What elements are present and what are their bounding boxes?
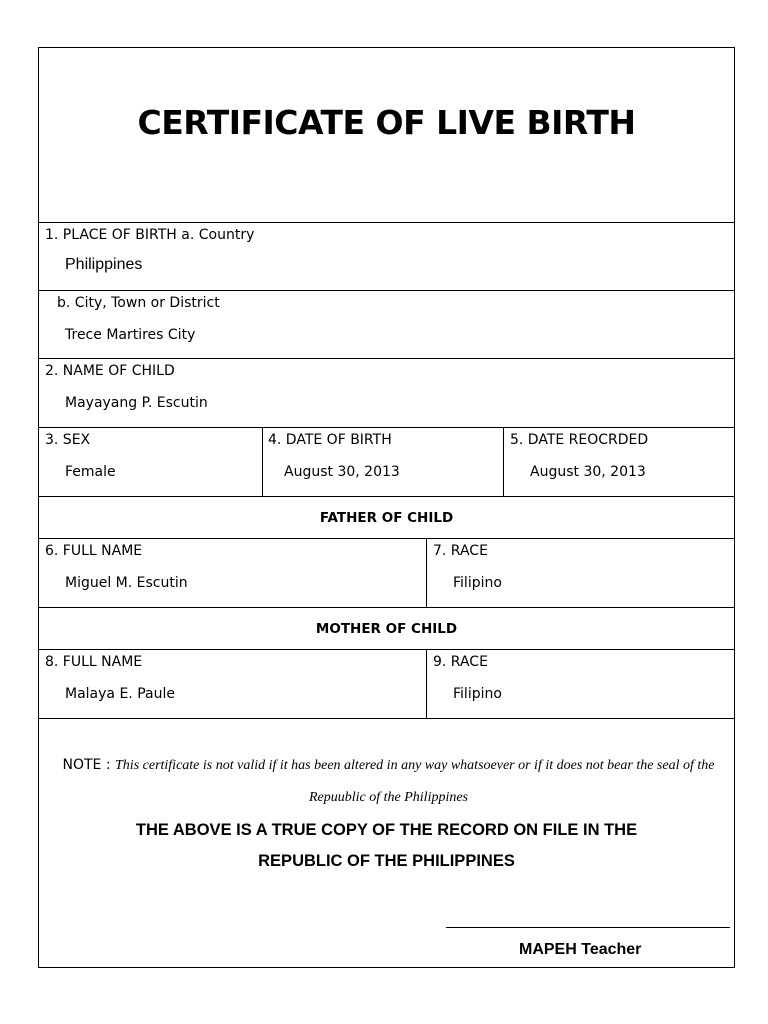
child-name-value: Mayayang P. Escutin [65, 395, 208, 411]
cell-father-race [426, 539, 734, 607]
title-area [39, 48, 734, 223]
city-value: Trece Martires City [65, 327, 196, 343]
signature-label: MAPEH Teacher [519, 941, 642, 958]
father-section-header [39, 497, 734, 539]
cell-city [39, 291, 734, 358]
validity-note [59, 749, 718, 813]
mother-section-label: MOTHER OF CHILD [315, 620, 458, 637]
mother-section-header [39, 608, 734, 650]
father-name-value: Miguel M. Escutin [65, 575, 188, 591]
mother-name-label: 8. FULL NAME [45, 654, 143, 670]
cell-country [39, 223, 734, 290]
cell-sex [39, 428, 262, 496]
true-copy-line-1: THE ABOVE IS A TRUE COPY OF THE RECORD ON FILE IN THE [135, 821, 638, 839]
country-label: 1. PLACE OF BIRTH a. Country [45, 227, 255, 243]
mother-race-label: 9. RACE [433, 654, 488, 670]
dob-label: 4. DATE OF BIRTH [268, 432, 392, 448]
country-value: Philippines [65, 256, 143, 273]
mother-race-value: Filipino [453, 686, 502, 702]
signature-line [446, 927, 730, 928]
recorded-label: 5. DATE REOCRDED [510, 432, 649, 448]
cell-child-name [39, 359, 734, 427]
sex-value: Female [65, 464, 116, 480]
note-label: NOTE : [62, 757, 111, 773]
cell-mother-name [39, 650, 426, 718]
certificate-form [38, 47, 735, 968]
note-text: This certificate is not valid if it has been altered in any way whatsoever or if it does not bear the seal of the Repuublic of the Philippines [115, 758, 715, 805]
row-place-of-birth-city [39, 291, 734, 359]
dob-value: August 30, 2013 [284, 464, 400, 480]
cell-mother-race [426, 650, 734, 718]
mother-name-value: Malaya E. Paule [65, 686, 175, 702]
recorded-value: August 30, 2013 [530, 464, 646, 480]
father-race-label: 7. RACE [433, 543, 488, 559]
cell-father-name [39, 539, 426, 607]
father-race-value: Filipino [453, 575, 502, 591]
true-copy-line-2: REPUBLIC OF THE PHILIPPINES [258, 852, 515, 870]
row-place-of-birth-country [39, 223, 734, 291]
row-sex-dates [39, 428, 734, 497]
note-area [39, 719, 734, 972]
row-child-name [39, 359, 734, 428]
child-name-label: 2. NAME OF CHILD [45, 363, 175, 379]
row-father [39, 539, 734, 608]
father-section-label: FATHER OF CHILD [319, 509, 454, 526]
cell-date-recorded [503, 428, 734, 496]
city-label: b. City, Town or District [57, 295, 220, 311]
cell-date-of-birth [262, 428, 503, 496]
true-copy-statement [39, 815, 734, 877]
row-mother [39, 650, 734, 719]
sex-label: 3. SEX [45, 432, 91, 448]
father-name-label: 6. FULL NAME [45, 543, 143, 559]
certificate-title: CERTIFICATE OF LIVE BIRTH [137, 102, 636, 142]
